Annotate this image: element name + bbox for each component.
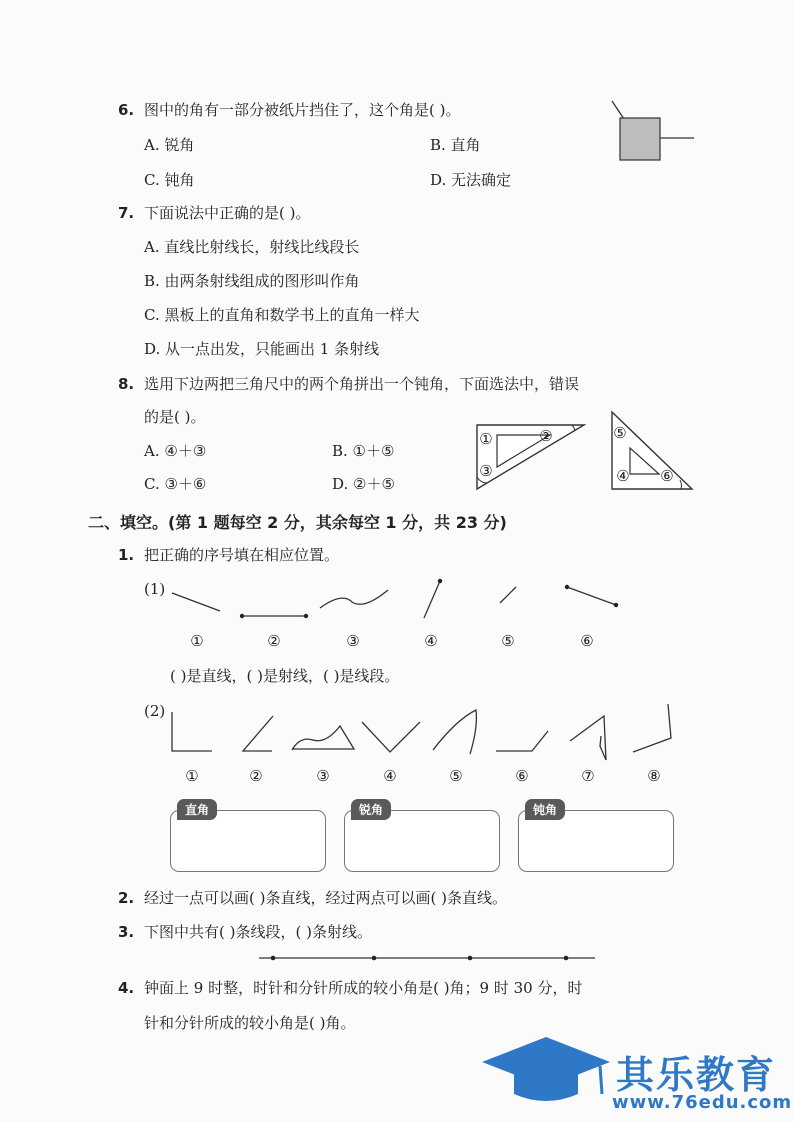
q6-option-c: C. 钝角 (144, 171, 195, 189)
f4-line2: 针和分针所成的较小角是( )角。 (144, 1014, 356, 1032)
tri1-label-2: ② (539, 427, 553, 445)
tri2-label-6: ⑥ (660, 467, 674, 485)
f2-text: 经过一点可以画( )条直线，经过两点可以画( )条直线。 (144, 889, 507, 907)
f1-fill-line: ( )是直线，( )是射线，( )是线段。 (170, 667, 400, 685)
q6-angle-figure (612, 101, 694, 160)
f4-number: 4. (118, 979, 135, 997)
tri1-label-1: ① (479, 430, 493, 448)
q8-option-c: C. ③＋⑥ (144, 475, 207, 493)
q7-text: 下面说法中正确的是( )。 (144, 204, 311, 222)
segment-figure (259, 956, 595, 961)
q7-number: 7. (118, 204, 135, 222)
q7-option-a: A. 直线比射线长，射线比线段长 (144, 238, 360, 256)
part1-label-2: ② (267, 632, 281, 650)
logo-url: www.76edu.com (612, 1092, 793, 1113)
q7-option-c: C. 黑板上的直角和数学书上的直角一样大 (144, 306, 420, 324)
q6-text: 图中的角有一部分被纸片挡住了，这个角是( )。 (144, 101, 461, 119)
section-2-heading: 二、填空。(第 1 题每空 2 分，其余每空 1 分，共 23 分) (88, 513, 507, 532)
q8-line2: 的是( )。 (144, 408, 206, 426)
f1-part1-label: (1) (144, 580, 166, 598)
f1-text: 把正确的序号填在相应位置。 (144, 546, 340, 564)
f4-line1: 钟面上 9 时整，时针和分针所成的较小角是( )角；9 时 30 分，时 (144, 979, 583, 997)
q7-option-d: D. 从一点出发，只能画出 1 条射线 (144, 340, 380, 358)
acute-angle-tag: 锐角 (351, 799, 391, 820)
f1-number: 1. (118, 546, 135, 564)
f3-number: 3. (118, 923, 135, 941)
part2-label-5: ⑤ (449, 767, 463, 785)
obtuse-angle-tag: 钝角 (525, 799, 565, 820)
part1-label-1: ① (190, 632, 204, 650)
part2-label-6: ⑥ (515, 767, 529, 785)
q8-option-a: A. ④＋③ (144, 442, 207, 460)
q6-option-b: B. 直角 (430, 136, 481, 154)
part1-label-6: ⑥ (580, 632, 594, 650)
part2-label-4: ④ (383, 767, 397, 785)
f1-part2-label: (2) (144, 702, 166, 720)
q8-option-b: B. ①＋⑤ (332, 442, 395, 460)
angle-figures (172, 704, 671, 760)
line-figures (172, 579, 618, 618)
q6-option-a: A. 锐角 (144, 136, 195, 154)
q6-option-d: D. 无法确定 (430, 171, 512, 189)
f2-number: 2. (118, 889, 135, 907)
part2-label-1: ① (185, 767, 199, 785)
tri2-label-5: ⑤ (613, 424, 627, 442)
part1-label-4: ④ (424, 632, 438, 650)
right-angle-tag: 直角 (177, 799, 217, 820)
tri1-label-3: ③ (479, 462, 493, 480)
part1-label-3: ③ (346, 632, 360, 650)
q7-option-b: B. 由两条射线组成的图形叫作角 (144, 272, 360, 290)
f3-text: 下图中共有( )条线段，( )条射线。 (144, 923, 372, 941)
tri2-label-4: ④ (616, 467, 630, 485)
part2-label-2: ② (249, 767, 263, 785)
part1-label-5: ⑤ (501, 632, 515, 650)
q8-line1: 选用下边两把三角尺中的两个角拼出一个钝角，下面选法中，错误 (144, 375, 580, 393)
q8-option-d: D. ②＋⑤ (332, 475, 395, 493)
part2-label-3: ③ (316, 767, 330, 785)
part2-label-7: ⑦ (581, 767, 595, 785)
q8-number: 8. (118, 375, 135, 393)
graduation-cap-icon (482, 1037, 610, 1101)
q6-number: 6. (118, 101, 135, 119)
part2-label-8: ⑧ (647, 767, 661, 785)
logo-name: 其乐教育 (616, 1053, 777, 1097)
